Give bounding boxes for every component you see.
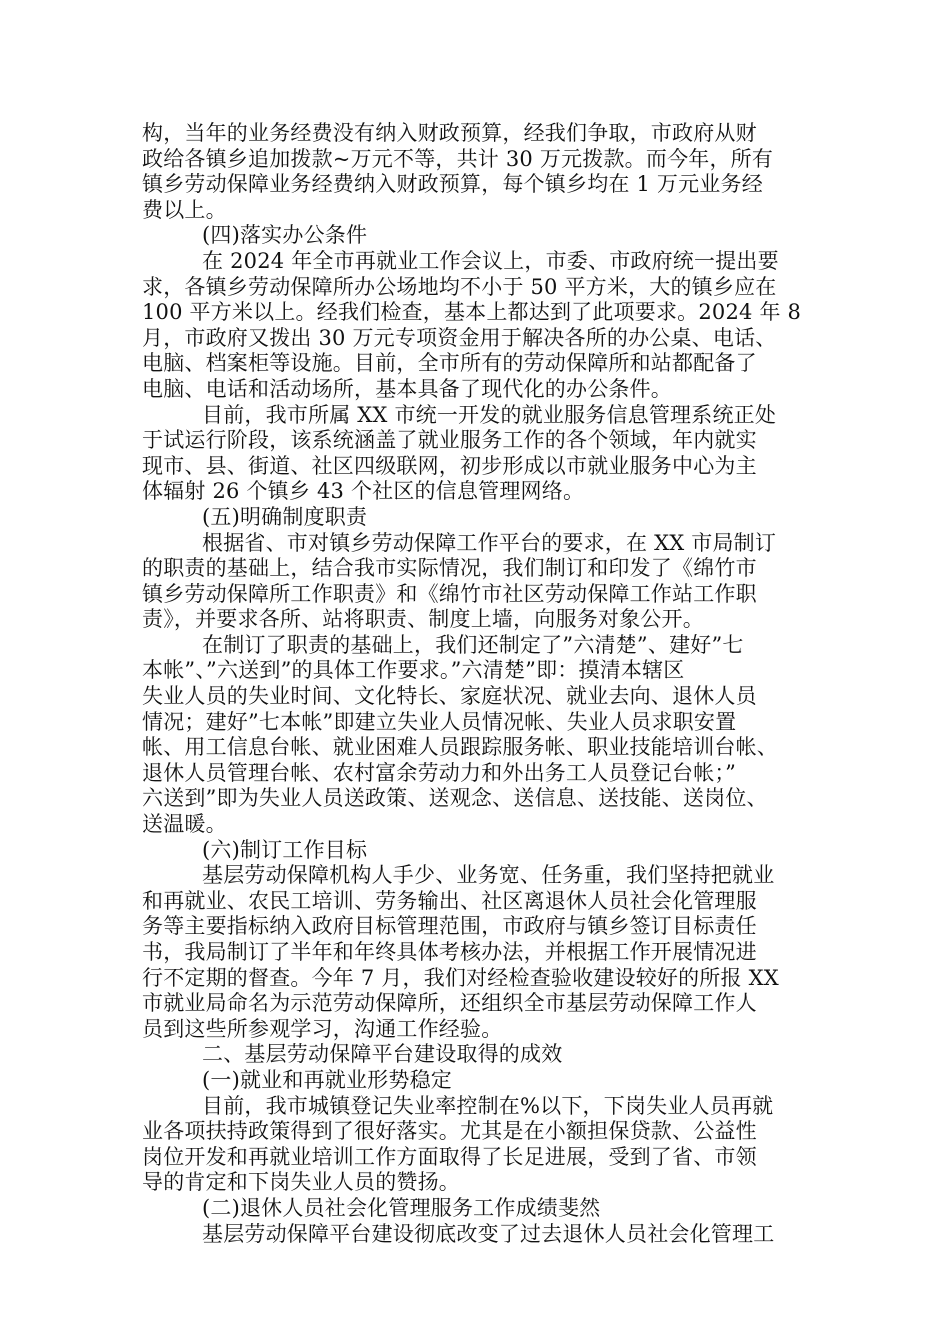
text-line: 岗位开发和再就业培训工作方面取得了长足进展，受到了省、市领 [142,1144,757,1169]
text-line: 失业人员的失业时间、文化特长、家庭状况、就业去向、退休人员 [142,684,757,709]
text-line: 业各项扶持政策得到了很好落实。尤其是在小额担保贷款、公益性 [142,1119,757,1144]
text-line: 费以上。 [142,197,227,222]
text-line: 的职责的基础上，结合我市实际情况，我们制订和印发了《绵竹市 [142,556,757,581]
text-line: (二)退休人员社会化管理服务工作成绩斐然 [202,1195,601,1220]
text-line: (一)就业和再就业形势稳定 [202,1067,452,1092]
text-line: 和再就业、农民工培训、劳务输出、社区离退休人员社会化管理服 [142,888,757,913]
text-line: 情况；建好”七本帐”即建立失业人员情况帐、失业人员求职安置 [142,709,737,734]
text-line: 二、基层劳动保障平台建设取得的成效 [202,1042,563,1067]
text-line: (六)制订工作目标 [202,837,368,862]
text-line: 基层劳动保障平台建设彻底改变了过去退休人员社会化管理工 [202,1221,775,1246]
text-line: 务等主要指标纳入政府目标管理范围，市政府与镇乡签订目标责任 [142,914,757,939]
text-line: 送温暖。 [142,812,227,837]
text-line: 在 2024 年全市再就业工作会议上，市委、市政府统一提出要 [202,248,779,273]
text-line: 导的肯定和下岗失业人员的赞扬。 [142,1170,460,1195]
text-line: 帐、用工信息台帐、就业困难人员跟踪服务帐、职业技能培训台帐、 [142,735,778,760]
text-line: 本帐”、”六送到”的具体工作要求。”六清楚”即：摸清本辖区 [142,658,685,683]
text-line: 根据省、市对镇乡劳动保障工作平台的要求，在 XX 市局制订 [202,530,777,555]
text-line: 员到这些所参观学习，沟通工作经验。 [142,1016,503,1041]
text-line: 书，我局制订了半年和年终具体考核办法，并根据工作开展情况进 [142,940,757,964]
text-line: 目前，我市所属 XX 市统一开发的就业服务信息管理系统正处 [202,402,777,427]
text-line: 求，各镇乡劳动保障所办公场地均不小于 50 平方米，大的镇乡应在 [142,274,777,299]
text-line: 构，当年的业务经费没有纳入财政预算，经我们争取，市政府从财 [142,121,757,145]
text-line: 电脑、档案柜等设施。目前，全市所有的劳动保障所和站都配备了 [142,351,757,376]
document-body [142,121,832,1247]
text-line: (四)落实办公条件 [202,223,368,248]
text-line: 镇乡劳动保障所工作职责》和《绵竹市社区劳动保障工作站工作职 [142,581,757,606]
text-line: 目前，我市城镇登记失业率控制在%以下，下岗失业人员再就 [202,1093,774,1118]
text-line: 现市、县、街道、社区四级联网，初步形成以市就业服务中心为主 [142,453,757,478]
text-line: 行不定期的督查。今年 7 月，我们对经检查验收建设较好的所报 XX [142,965,779,990]
text-line: 镇乡劳动保障业务经费纳入财政预算，每个镇乡均在 1 万元业务经 [142,172,763,197]
text-line: 市就业局命名为示范劳动保障所，还组织全市基层劳动保障工作人 [142,991,757,1016]
text-line: 月，市政府又拨出 30 万元专项资金用于解决各所的办公桌、电话、 [142,325,777,350]
text-line: 政给各镇乡追加拨款~万元不等，共计 30 万元拨款。而今年，所有 [142,146,774,171]
text-line: 责》，并要求各所、站将职责、制度上墙，向服务对象公开。 [142,607,704,632]
text-line: 基层劳动保障机构人手少、业务宽、任务重，我们坚持把就业 [202,863,775,888]
text-line: 体辐射 26 个镇乡 43 个社区的信息管理网络。 [142,479,585,504]
text-line: 电脑、电话和活动场所，基本具备了现代化的办公条件。 [142,376,672,401]
text-line: (五)明确制度职责 [202,504,368,529]
text-line: 100 平方米以上。经我们检查，基本上都达到了此项要求。2024 年 8 [142,300,802,325]
text-line: 六送到”即为失业人员送政策、送观念、送信息、送技能、送岗位、 [142,786,768,811]
text-line: 于试运行阶段，该系统涵盖了就业服务工作的各个领域，年内就实 [142,428,757,453]
text-line: 退休人员管理台帐、农村富余劳动力和外出务工人员登记台帐；” [142,760,737,785]
text-line: 在制订了职责的基础上，我们还制定了”六清楚”、建好”七 [202,632,744,657]
